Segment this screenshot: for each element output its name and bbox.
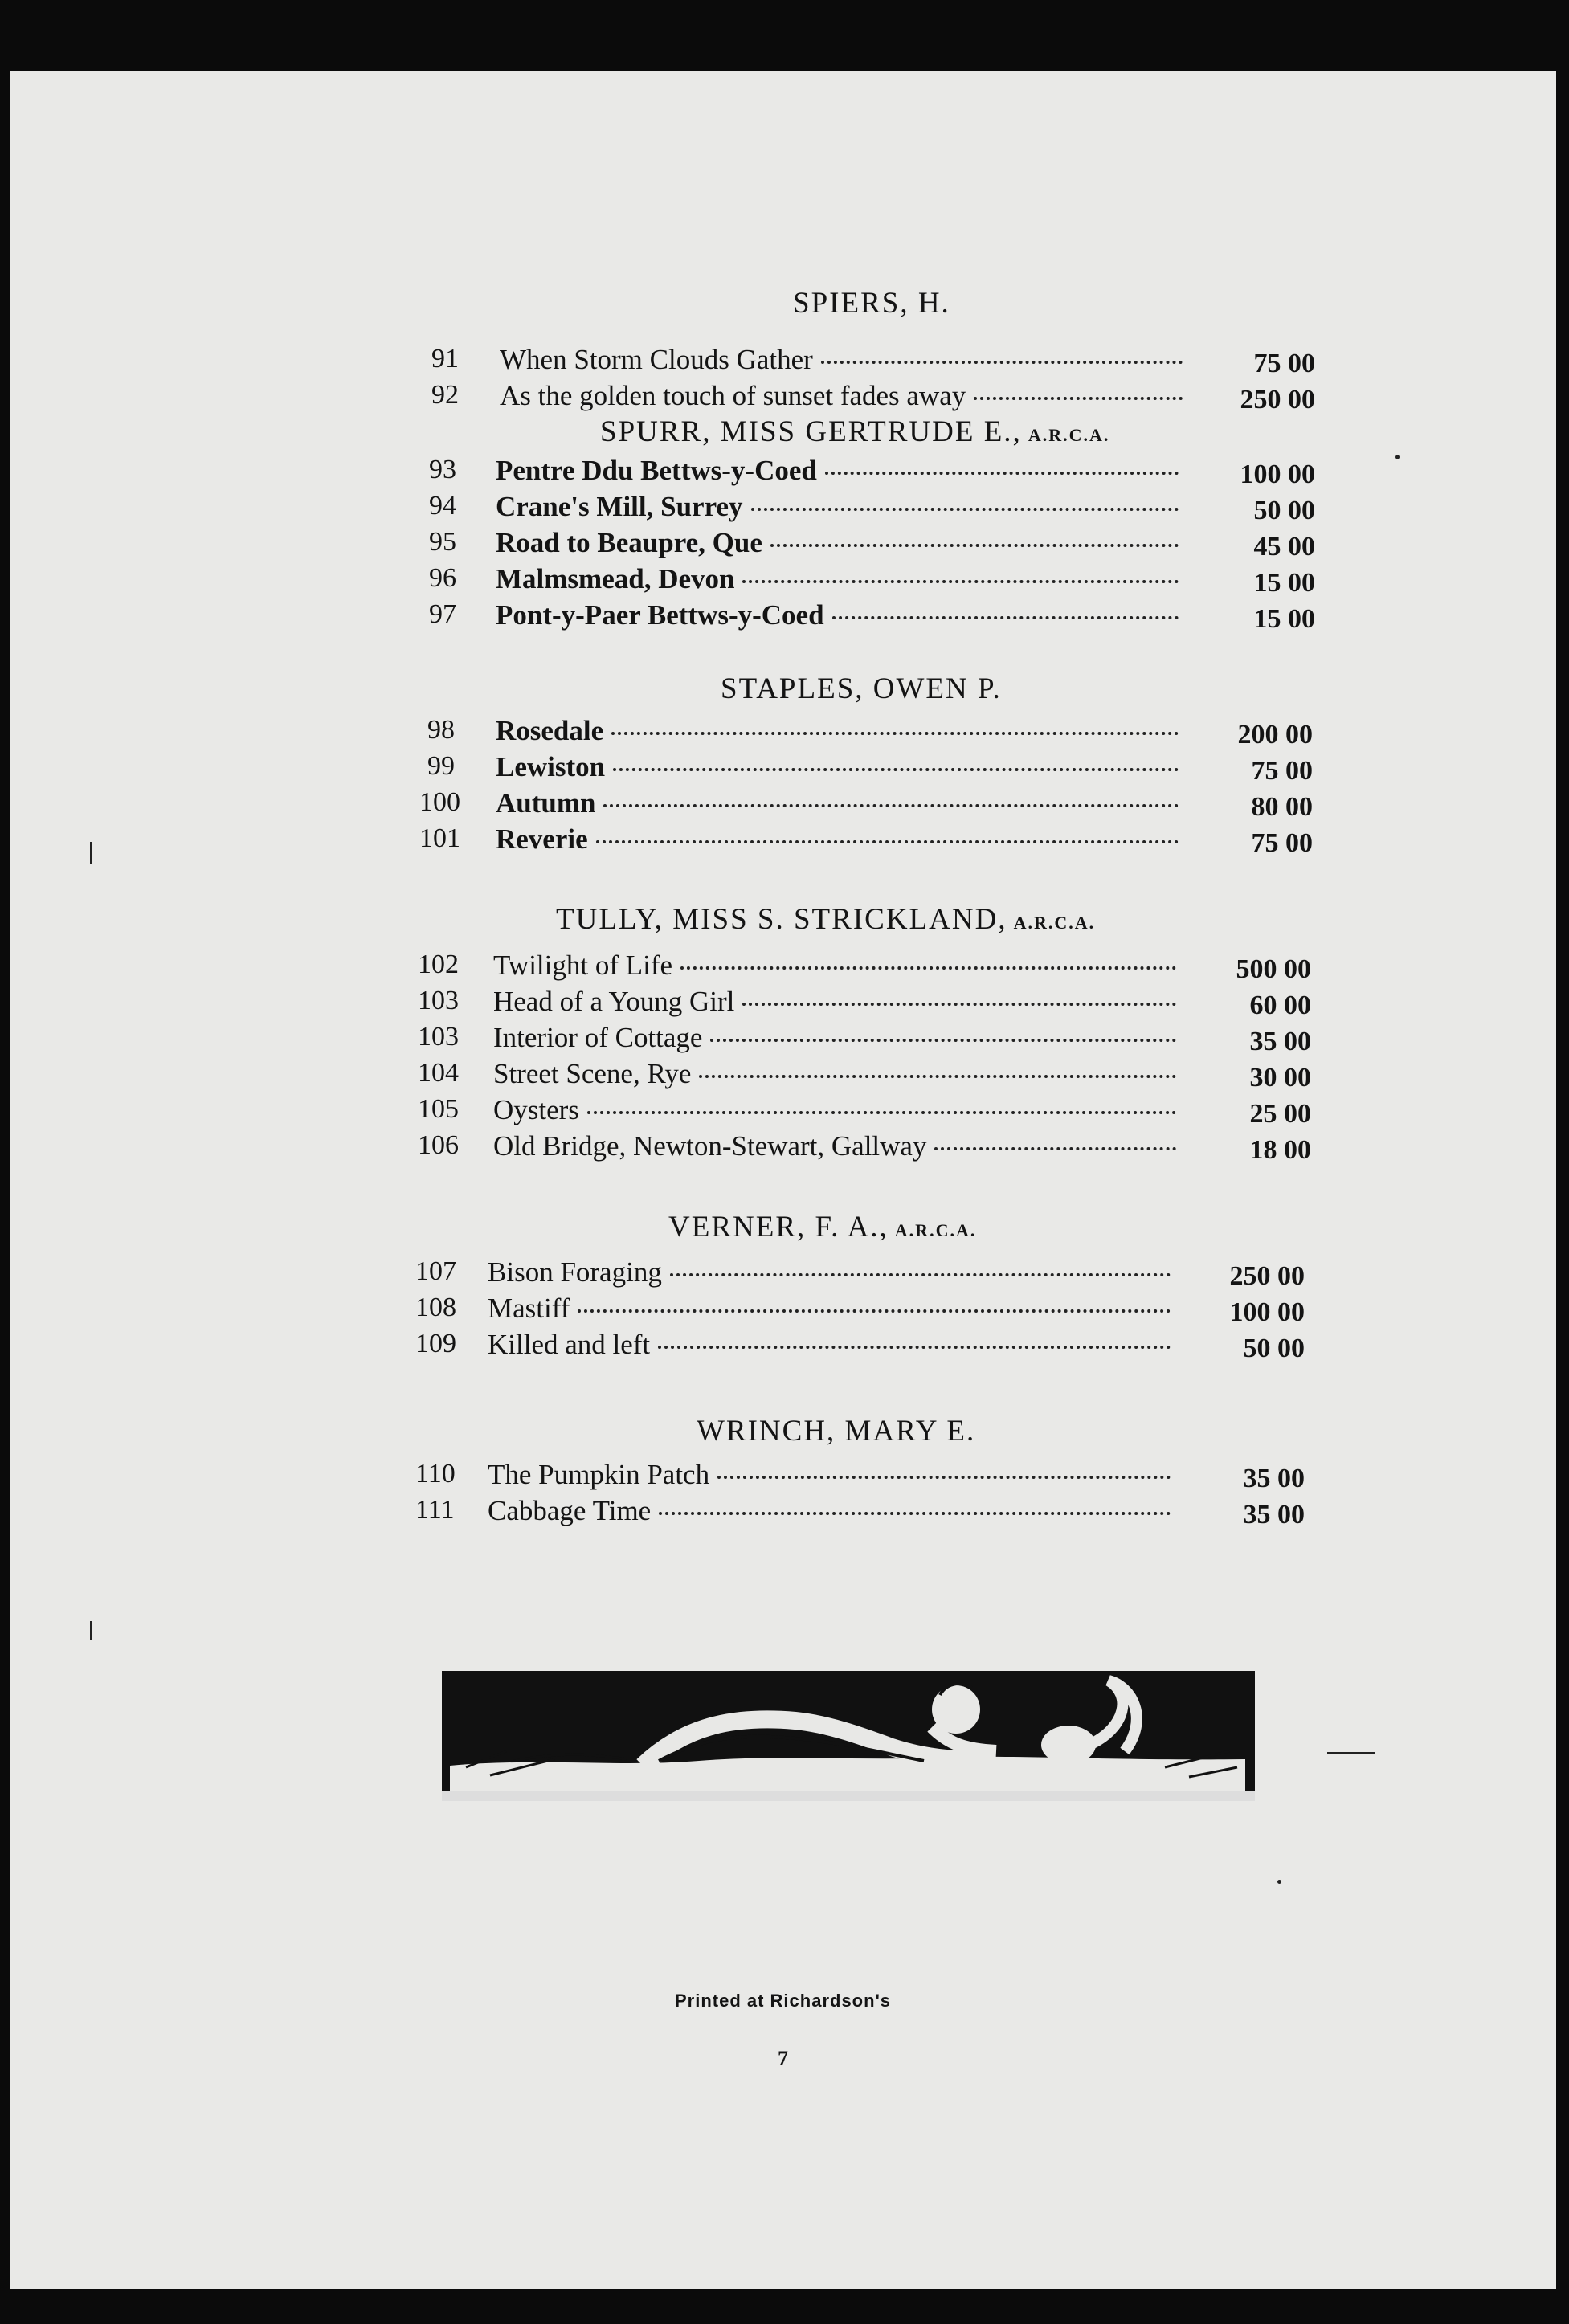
- artist-name: TULLY, MISS S. STRICKLAND,: [556, 903, 1007, 936]
- entry-title-row: [496, 563, 1179, 595]
- entry-title: Pont-y-Paer Bettws-y-Coed: [496, 599, 824, 631]
- dot-leader: [587, 1111, 1176, 1114]
- dot-leader: [770, 544, 1179, 547]
- entry-title: Rosedale: [496, 715, 604, 746]
- entry-title-row: [500, 344, 1183, 376]
- entry-title-row: [488, 1495, 1171, 1527]
- entry-title: Old Bridge, Newton-Stewart, Gallway: [493, 1130, 927, 1162]
- entry-price: 25 00: [1249, 1099, 1311, 1129]
- artist-heading: [721, 672, 1002, 706]
- entry-title: Oysters: [493, 1094, 579, 1125]
- page-number: 7: [778, 2047, 788, 2070]
- entry-title-row: [496, 599, 1179, 631]
- dot-leader: [596, 840, 1179, 843]
- entry-title-row: [496, 455, 1179, 487]
- entry-title-row: [493, 1094, 1176, 1126]
- vignette-artwork: [442, 1671, 1255, 1801]
- entry-title: Lewiston: [496, 751, 606, 782]
- entry-price: 250 00: [1240, 385, 1315, 415]
- dot-leader: [611, 732, 1179, 735]
- entry-number: 103: [418, 1022, 459, 1052]
- entry-title: Cabbage Time: [488, 1495, 652, 1526]
- entry-title: When Storm Clouds Gather: [500, 344, 813, 375]
- entry-title: Twilight of Life: [493, 950, 673, 981]
- entry-price: 35 00: [1249, 1027, 1311, 1056]
- entry-title-row: [493, 1058, 1176, 1090]
- print-speck: [1395, 455, 1400, 459]
- artist-heading: [668, 1210, 976, 1244]
- entry-title-row: [493, 986, 1176, 1018]
- entry-number: 109: [415, 1329, 456, 1358]
- print-speck: [90, 842, 92, 864]
- artist-name: SPIERS, H.: [793, 287, 950, 320]
- entry-title-row: [496, 527, 1179, 559]
- artist-name: WRINCH, MARY E.: [697, 1415, 976, 1448]
- entry-number: 92: [431, 380, 459, 410]
- entry-price: 35 00: [1243, 1464, 1305, 1493]
- artist-suffix: A.R.C.A.: [1028, 425, 1110, 445]
- dot-leader: [825, 472, 1179, 475]
- entry-number: 93: [429, 455, 456, 484]
- artist-name: SPURR, MISS GERTRUDE E.,: [600, 415, 1022, 448]
- entry-number: 111: [415, 1495, 455, 1525]
- entry-title: Road to Beaupre, Que: [496, 527, 762, 558]
- entry-title-row: [496, 751, 1179, 783]
- entry-title-row: [488, 1256, 1171, 1289]
- entry-number: 95: [429, 527, 456, 557]
- entry-price: 30 00: [1249, 1063, 1311, 1093]
- entry-title: Pentre Ddu Bettws-y-Coed: [496, 455, 817, 486]
- entry-title-row: [496, 491, 1179, 523]
- entry-title-row: [493, 950, 1176, 982]
- entry-price: 75 00: [1251, 756, 1313, 786]
- dot-leader: [751, 508, 1179, 511]
- dot-leader: [742, 580, 1179, 583]
- entry-title: The Pumpkin Patch: [488, 1459, 710, 1490]
- entry-title: Head of a Young Girl: [493, 986, 735, 1017]
- entry-price: 50 00: [1243, 1334, 1305, 1363]
- reclining-figure-with-squirrel-illustration: [442, 1671, 1255, 1801]
- entry-number: 108: [415, 1293, 456, 1322]
- entry-title-row: [488, 1329, 1171, 1361]
- entry-title-row: [493, 1130, 1176, 1162]
- dot-leader: [680, 966, 1176, 970]
- entry-number: 104: [418, 1058, 459, 1088]
- entry-price: 18 00: [1249, 1135, 1311, 1165]
- entry-title-row: [496, 715, 1179, 747]
- entry-price: 50 00: [1253, 496, 1315, 525]
- entry-title: Interior of Cottage: [493, 1022, 703, 1053]
- entry-number: 106: [418, 1130, 459, 1160]
- entry-price: 15 00: [1253, 568, 1315, 598]
- entry-number: 102: [418, 950, 459, 979]
- entry-title-row: [500, 380, 1183, 412]
- dot-leader: [934, 1147, 1176, 1150]
- entry-title: Mastiff: [488, 1293, 570, 1324]
- entry-title: Bison Foraging: [488, 1256, 662, 1288]
- dot-leader: [699, 1075, 1176, 1078]
- dot-leader: [603, 804, 1179, 807]
- entry-price: 45 00: [1253, 532, 1315, 562]
- entry-price: 200 00: [1237, 720, 1313, 749]
- printer-credit: Printed at Richardson's: [674, 1991, 892, 2011]
- entry-title: Reverie: [496, 823, 588, 855]
- dot-leader: [742, 1003, 1176, 1006]
- dot-leader: [670, 1273, 1171, 1276]
- entry-price: 100 00: [1229, 1297, 1305, 1327]
- entry-title-row: [493, 1022, 1176, 1054]
- artist-suffix: A.R.C.A.: [1013, 913, 1096, 933]
- entry-number: 103: [418, 986, 459, 1015]
- dot-leader: [578, 1309, 1171, 1313]
- print-speck: [1277, 1880, 1281, 1884]
- entry-number: 94: [429, 491, 456, 521]
- catalogue-page: [10, 71, 1556, 2289]
- artist-name: STAPLES, OWEN P.: [721, 672, 1002, 705]
- entry-price: 60 00: [1249, 990, 1311, 1020]
- entry-number: 100: [419, 787, 460, 817]
- entry-number: 97: [429, 599, 456, 629]
- entry-price: 100 00: [1240, 459, 1315, 489]
- entry-title-row: [488, 1293, 1171, 1325]
- entry-title: Crane's Mill, Surrey: [496, 491, 743, 522]
- dot-leader: [710, 1039, 1176, 1042]
- entry-price: 75 00: [1253, 349, 1315, 378]
- dot-leader: [832, 616, 1179, 619]
- entry-title-row: [496, 823, 1179, 856]
- artist-name: VERNER, F. A.,: [668, 1211, 889, 1244]
- entry-number: 96: [429, 563, 456, 593]
- entry-title: As the golden touch of sunset fades away: [500, 380, 966, 411]
- entry-title: Street Scene, Rye: [493, 1058, 692, 1089]
- entry-number: 101: [419, 823, 460, 853]
- entry-title-row: [488, 1459, 1171, 1491]
- dot-leader: [613, 768, 1179, 771]
- artist-heading: [697, 1414, 975, 1448]
- entry-number: 107: [415, 1256, 456, 1286]
- entry-number: 110: [415, 1459, 456, 1489]
- entry-title: Malmsmead, Devon: [496, 563, 735, 594]
- print-speck: [90, 1621, 92, 1640]
- entry-number: 91: [431, 344, 459, 374]
- entry-price: 80 00: [1251, 792, 1313, 822]
- entry-title: Killed and left: [488, 1329, 651, 1360]
- artist-suffix: A.R.C.A.: [894, 1220, 977, 1240]
- dot-leader: [974, 397, 1183, 400]
- entry-price: 500 00: [1236, 954, 1311, 984]
- artist-heading: [600, 415, 1109, 449]
- entry-price: 250 00: [1229, 1261, 1305, 1291]
- entry-price: 15 00: [1253, 604, 1315, 634]
- artist-heading: [793, 286, 950, 321]
- entry-title-row: [496, 787, 1179, 819]
- dot-leader: [821, 361, 1183, 364]
- entry-number: 98: [427, 715, 455, 745]
- entry-number: 105: [418, 1094, 459, 1124]
- dot-leader: [717, 1476, 1171, 1479]
- entry-price: 75 00: [1251, 828, 1313, 858]
- entry-number: 99: [427, 751, 455, 781]
- dot-leader: [659, 1512, 1171, 1515]
- entry-title: Autumn: [496, 787, 596, 819]
- entry-price: 35 00: [1243, 1500, 1305, 1530]
- dot-leader: [658, 1346, 1171, 1349]
- print-speck: [1327, 1752, 1375, 1754]
- artist-heading: [556, 902, 1095, 937]
